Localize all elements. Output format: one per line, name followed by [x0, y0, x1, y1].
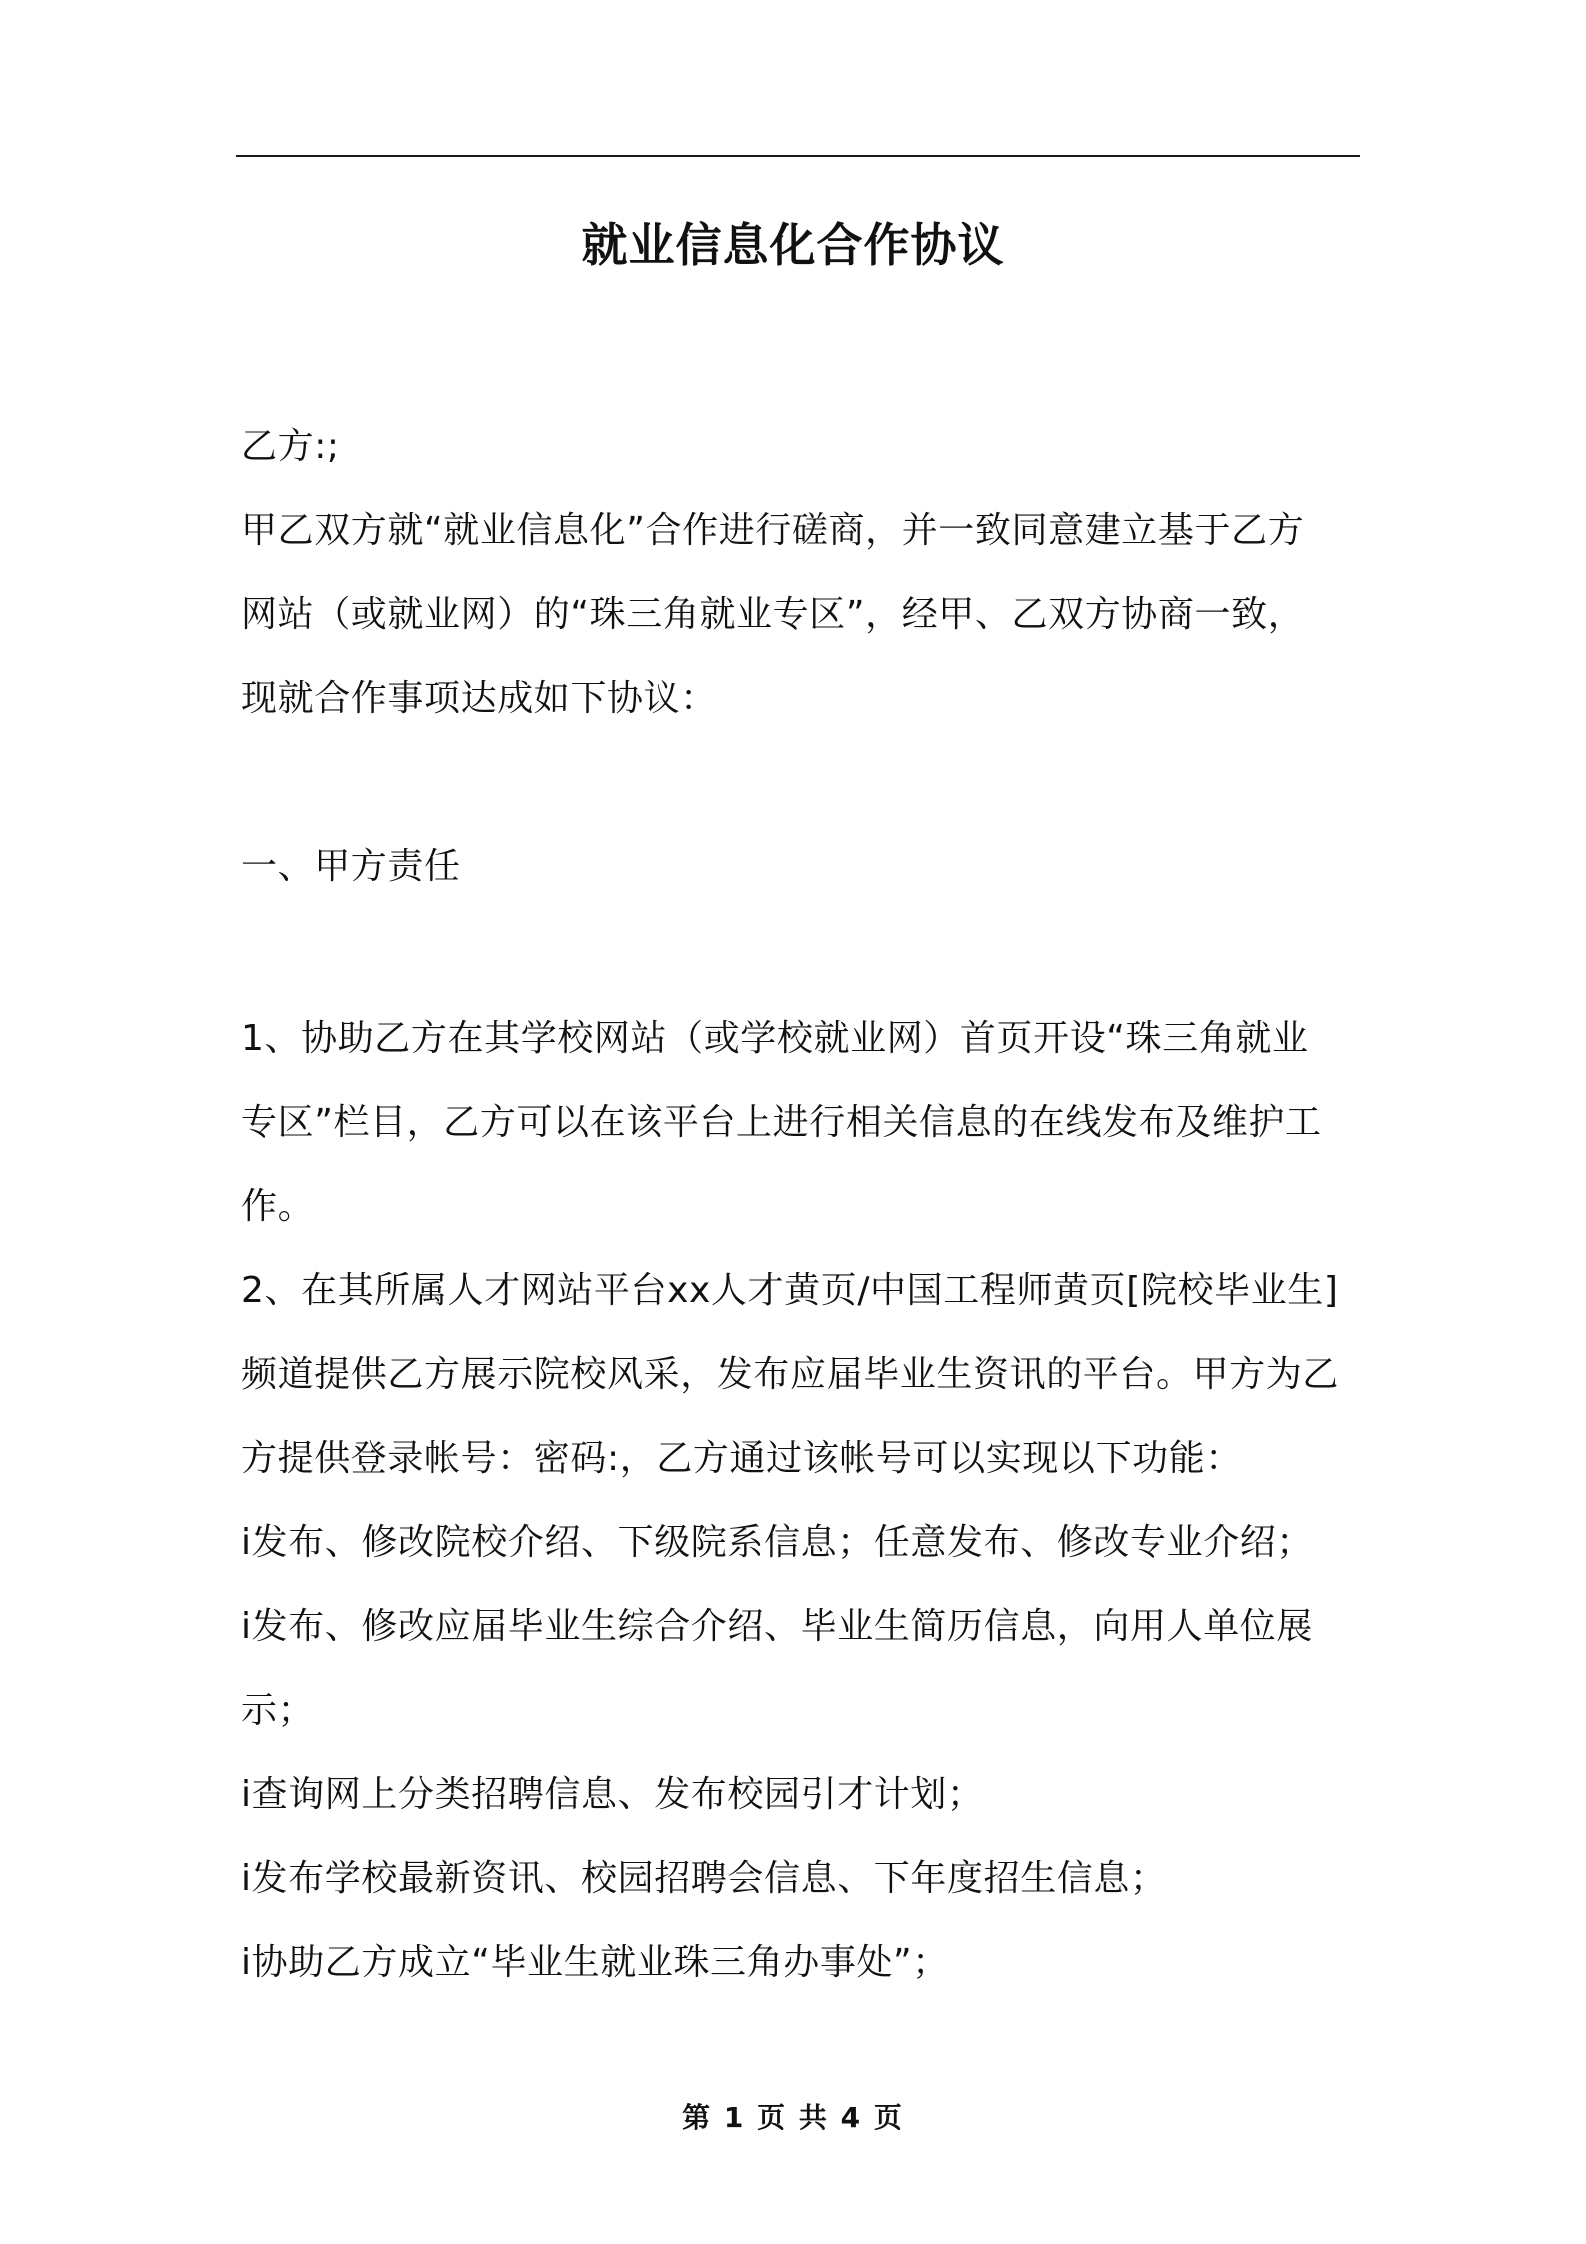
clause-1-line-1: 1、协助乙方在其学校网站（或学校就业网）首页开设“珠三角就业: [241, 1018, 1309, 1059]
paragraph-gap: [241, 741, 1366, 825]
clause-2-line-3: 方提供登录帐号：密码:，乙方通过该帐号可以实现以下功能：: [241, 1438, 1242, 1479]
function-item-3: ⅰ查询网上分类招聘信息、发布校园引才计划；: [241, 1774, 984, 1815]
intro-paragraph-line-2: 网站（或就业网）的“珠三角就业专区”，经甲、乙双方协商一致，: [241, 594, 1305, 635]
intro-paragraph-line-1: 甲乙双方就“就业信息化”合作进行磋商，并一致同意建立基于乙方: [241, 510, 1305, 551]
clause-2-line-2: 频道提供乙方展示院校风采，发布应届毕业生资讯的平台。甲方为乙: [241, 1354, 1340, 1395]
party-b-line: 乙方:;: [241, 426, 340, 467]
header-rule: [236, 155, 1360, 157]
document-title: 就业信息化合作协议: [581, 218, 1005, 272]
section-heading: 一、甲方责任: [241, 846, 461, 887]
paragraph-gap: [241, 909, 1366, 997]
clause-1-line-3: 作。: [241, 1186, 315, 1227]
intro-paragraph-line-3: 现就合作事项达成如下协议：: [241, 678, 717, 719]
function-item-2-line-2: 示；: [241, 1690, 315, 1731]
function-item-5: ⅰ协助乙方成立“毕业生就业珠三角办事处”；: [241, 1942, 949, 1983]
clause-1-line-2: 专区”栏目，乙方可以在该平台上进行相关信息的在线发布及维护工: [241, 1102, 1322, 1143]
document-body: [241, 405, 1366, 2005]
page-number-footer: 第 1 页 共 4 页: [682, 2101, 904, 2134]
function-item-2-line-1: ⅰ发布、修改应届毕业生综合介绍、毕业生简历信息，向用人单位展: [241, 1606, 1314, 1647]
function-item-4: ⅰ发布学校最新资讯、校园招聘会信息、下年度招生信息；: [241, 1858, 1167, 1899]
function-item-1: ⅰ发布、修改院校介绍、下级院系信息；任意发布、修改专业介绍；: [241, 1522, 1314, 1563]
clause-2-line-1: 2、在其所属人才网站平台xx人才黄页/中国工程师黄页[院校毕业生]: [241, 1270, 1339, 1311]
